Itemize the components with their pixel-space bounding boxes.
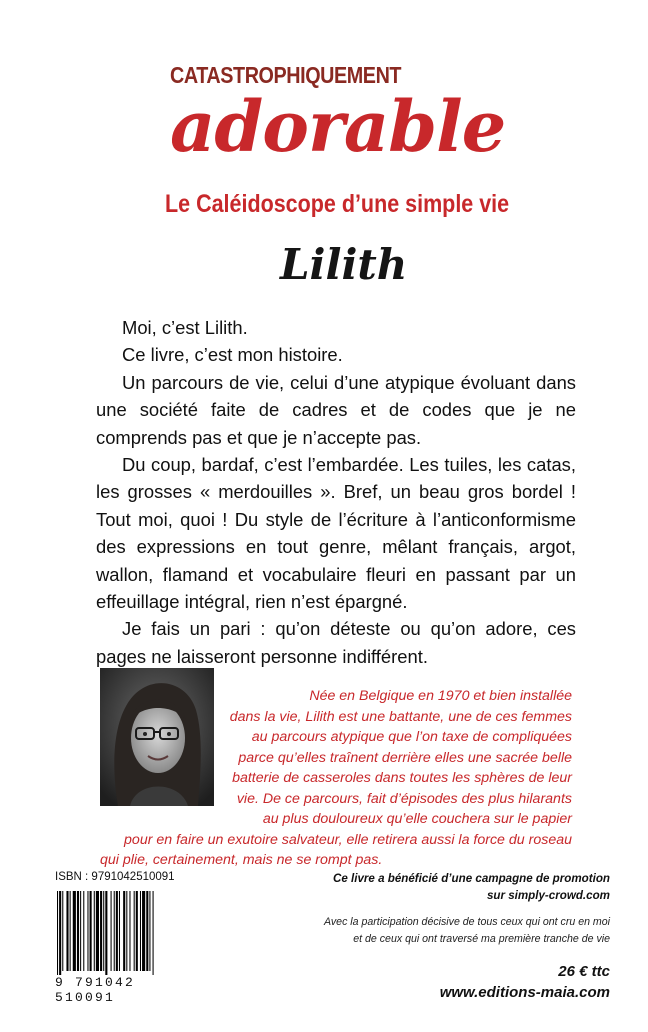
barcode-icon (55, 891, 191, 975)
supertitle: CATASTROPHIQUEMENT (170, 62, 402, 88)
barcode-digits: 9 791042 510091 (55, 975, 136, 1005)
bio-line: vie. De ce parcours, fait d’épisodes des plus hilarants (236, 790, 572, 807)
author-bio-section (100, 668, 580, 868)
author-name: Lilith (280, 240, 408, 289)
isbn-label: ISBN : 9791042510091 (55, 871, 175, 883)
bio-line: dans la vie, Lilith est une battante, une de ces femmes (229, 708, 572, 725)
subtitle: Le Caléidoscope d’une simple vie (165, 190, 510, 218)
blurb-paragraph: Un parcours de vie, celui d’une atypique évoluant dans une société faite de cadres et de codes que je ne comprends pas et que je n’accepte pas. (96, 371, 576, 448)
author-bio (60, 686, 572, 871)
bio-line: Née en Belgique en 1970 et bien installée (309, 688, 572, 704)
blurb-text (96, 314, 576, 670)
blurb-paragraph: Je fais un pari : qu’on déteste ou qu’on adore, ces pages ne laisseront personne indifférent. (96, 618, 576, 667)
main-title: adorable (170, 85, 506, 168)
blurb-paragraph: Du coup, bardaf, c’est l’embardée. Les tuiles, les catas, les grosses « merdouilles ». Bref, un beau gros bordel ! Tout moi, quoi ! Du style de l’écriture à l’anticonformisme des expressions en tout genre, mêlant français, argot, wallon, flamand et vocabulaire fleuri en passant par un effeuillage intégral, rien n’est épargné. (96, 454, 576, 613)
bio-line: pour en faire un exutoire salvateur, elle retirera aussi la force du roseau (124, 831, 572, 848)
thanks-line: et de ceux qui ont traversé ma première tranche de vie (353, 933, 610, 945)
bio-line: au plus douloureux qu’elle couchera sur le papier (262, 811, 572, 827)
campaign-site: sur simply-crowd.com (486, 889, 610, 902)
credits-block (320, 870, 610, 1004)
publisher-website: www.editions-maia.com (439, 984, 610, 1001)
blurb-paragraph: Moi, c’est Lilith. (122, 317, 248, 338)
blurb-paragraph: Ce livre, c’est mon histoire. (122, 344, 343, 366)
campaign-line: Ce livre a bénéficié d’une campagne de promotion (332, 872, 610, 885)
bio-line: au parcours atypique que l’on taxe de compliquées (251, 729, 572, 745)
price: 26 € ttc (558, 963, 610, 980)
bio-line: qui plie, certainement, mais ne se rompt pas. (100, 852, 383, 868)
bio-line: parce qu’elles traînent derrière elles une sacrée belle (238, 749, 572, 766)
thanks-line: Avec la participation décisive de tous ceux qui ont cru en moi (324, 916, 610, 928)
barcode-block (55, 871, 191, 1005)
bio-line: batterie de casseroles dans toutes les sphères de leur (232, 770, 572, 786)
